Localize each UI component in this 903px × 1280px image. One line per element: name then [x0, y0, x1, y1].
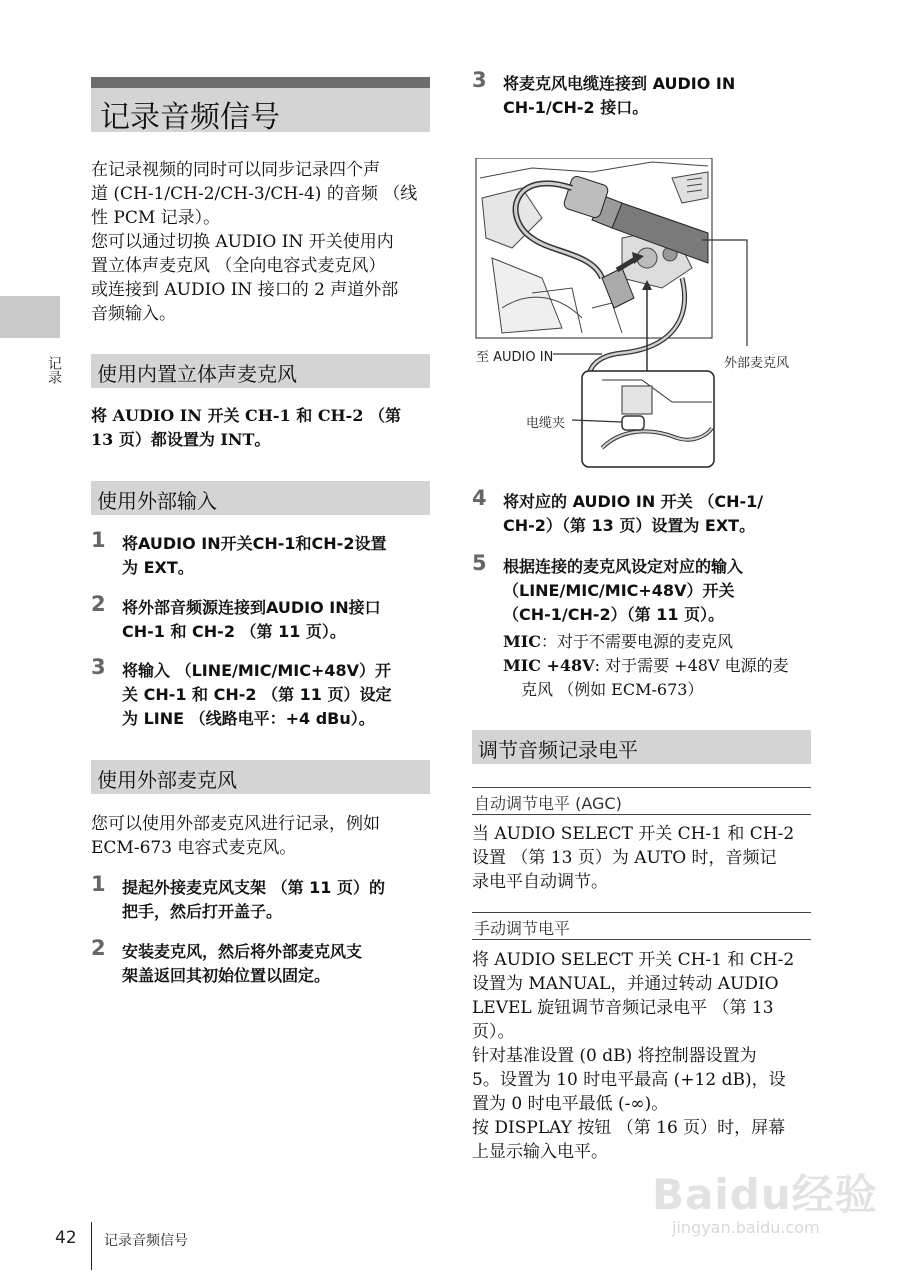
section-heading-text: 使用外部输入	[97, 489, 217, 513]
external-mic-intro	[91, 812, 431, 860]
manual-line: 将 AUDIO SELECT 开关 CH-1 和 CH-2	[472, 950, 795, 970]
step-text	[122, 532, 432, 580]
camera-connector-drawing	[472, 158, 812, 470]
manual-line: 设置为 MANUAL，并通过转动 AUDIO	[472, 974, 779, 994]
manual-paragraph	[472, 948, 812, 1164]
section-heading-text: 调节音频记录电平	[478, 738, 638, 762]
label-external-mic: 外部麦克风	[724, 352, 789, 371]
manual-line: 上显示输入电平。	[472, 1142, 608, 1162]
intro-line: 或连接到 AUDIO IN 接口的 2 声道外部	[91, 280, 399, 300]
step-line: CH-1/CH-2 接口。	[503, 98, 649, 117]
step-text	[122, 596, 432, 644]
section-heading-external-input	[91, 481, 430, 515]
step-number: 2	[91, 592, 106, 616]
mic-notes	[503, 630, 813, 702]
manual-line: 置为 0 时电平最低 (-∞)。	[472, 1094, 669, 1114]
step-text	[122, 659, 432, 731]
section-heading-text: 使用外部麦克风	[97, 768, 237, 792]
step-line: 提起外接麦克风支架 （第 11 页）的	[122, 878, 385, 897]
agc-paragraph	[472, 822, 812, 894]
page-title: 记录音频信号	[100, 100, 280, 135]
section-heading-external-mic	[91, 760, 430, 794]
step-line: 将AUDIO IN开关CH-1和CH-2设置	[122, 534, 387, 553]
label-to-audio-in: 至 AUDIO IN	[476, 346, 553, 365]
manual-line: 针对基准设置 (0 dB) 将控制器设置为	[472, 1046, 757, 1066]
agc-line: 录电平自动调节。	[472, 872, 608, 892]
step-line: （CH-1/CH-2）（第 11 页）。	[503, 605, 725, 624]
step-text	[122, 940, 432, 988]
intro-line: 性 PCM 记录）。	[91, 208, 221, 228]
step-line: 关 CH-1 和 CH-2 （第 11 页）设定	[122, 685, 392, 704]
manual-line: 页）。	[472, 1022, 515, 1042]
page-number: 42	[55, 1228, 77, 1248]
watermark-logo: Baidu经验	[652, 1170, 878, 1219]
manual-line: 5。设置为 10 时电平最高 (+12 dB)，设	[472, 1070, 786, 1090]
intro-line: 音频输入。	[91, 304, 176, 324]
step-number: 4	[472, 486, 487, 510]
footer-divider	[91, 1222, 92, 1270]
mic-note-term: MIC +48V	[503, 656, 595, 675]
subheading-text: 自动调节电平 (AGC)	[474, 794, 622, 813]
step-number: 5	[472, 551, 487, 575]
section-heading-text: 使用内置立体声麦克风	[97, 362, 297, 386]
step-line: 为 EXT。	[122, 558, 194, 577]
step-line: 把手，然后打开盖子。	[122, 902, 283, 921]
step-line: 将外部音频源连接到AUDIO IN接口	[122, 598, 381, 617]
chapter-side-label: 记录	[46, 356, 62, 384]
subheading-agc	[472, 787, 811, 815]
subheading-text: 手动调节电平	[474, 919, 571, 938]
step-number: 1	[91, 528, 106, 552]
footer-section-name: 记录音频信号	[104, 1233, 188, 1249]
step-number: 3	[91, 655, 106, 679]
step-number: 2	[91, 936, 106, 960]
section-heading-audio-level	[472, 730, 811, 764]
external-mic-intro-line: ECM-673 电容式麦克风。	[91, 838, 297, 858]
mic-note	[503, 630, 813, 654]
step-number: 3	[472, 68, 487, 92]
step-line: CH-2）（第 13 页）设置为 EXT。	[503, 516, 756, 535]
title-bar-accent	[91, 77, 430, 88]
internal-mic-line: 将 AUDIO IN 开关 CH-1 和 CH-2 （第	[91, 406, 402, 425]
internal-mic-text	[91, 404, 431, 452]
step-line: （LINE/MIC/MIC+48V）开关	[503, 581, 735, 600]
step-text	[503, 72, 813, 120]
external-mic-intro-line: 您可以使用外部麦克风进行记录，例如	[91, 814, 380, 834]
manual-line: LEVEL 旋钮调节音频记录电平 （第 13	[472, 998, 774, 1018]
mic-connection-illustration	[472, 158, 812, 470]
step-line: 将输入 （LINE/MIC/MIC+48V）开	[122, 661, 392, 680]
intro-line: 您可以通过切换 AUDIO IN 开关使用内	[91, 232, 394, 252]
section-heading-internal-mic	[91, 354, 430, 388]
intro-line: 道 (CH-1/CH-2/CH-3/CH-4) 的音频 （线	[91, 184, 418, 204]
chapter-tab	[0, 296, 60, 338]
label-cable-clip: 电缆夹	[526, 412, 565, 431]
step-number: 1	[91, 872, 106, 896]
step-line: 为 LINE （线路电平：+4 dBu）。	[122, 709, 375, 728]
mic-note-continued: 克风 （例如 ECM-673）	[521, 680, 704, 699]
intro-line: 置立体声麦克风 （全向电容式麦克风）	[91, 256, 386, 276]
step-line: 架盖返回其初始位置以固定。	[122, 966, 331, 985]
internal-mic-line: 13 页）都设置为 INT。	[91, 430, 271, 449]
step-text	[503, 490, 813, 538]
intro-line: 在记录视频的同时可以同步记录四个声	[91, 160, 380, 180]
manual-line: 按 DISPLAY 按钮 （第 16 页）时，屏幕	[472, 1118, 786, 1138]
step-line: 将对应的 AUDIO IN 开关 （CH-1/	[503, 492, 764, 511]
mic-note-desc: ：对于不需要电源的麦克风	[540, 632, 733, 651]
step-text	[503, 555, 813, 627]
subheading-manual	[472, 912, 811, 940]
step-line: 安装麦克风，然后将外部麦克风支	[122, 942, 363, 961]
agc-line: 当 AUDIO SELECT 开关 CH-1 和 CH-2	[472, 824, 795, 844]
step-line: 根据连接的麦克风设定对应的输入	[503, 557, 744, 576]
step-text	[122, 876, 432, 924]
mic-note	[503, 654, 813, 678]
intro-paragraph	[91, 158, 431, 326]
mic-note-term: MIC	[503, 632, 541, 651]
step-line: CH-1 和 CH-2 （第 11 页）。	[122, 622, 346, 641]
mic-note-desc: : 对于需要 +48V 电源的麦	[594, 656, 789, 675]
step-line: 将麦克风电缆连接到 AUDIO IN	[503, 74, 736, 93]
agc-line: 设置 （第 13 页）为 AUTO 时，音频记	[472, 848, 777, 868]
watermark-url: jingyan.baidu.com	[672, 1218, 820, 1237]
